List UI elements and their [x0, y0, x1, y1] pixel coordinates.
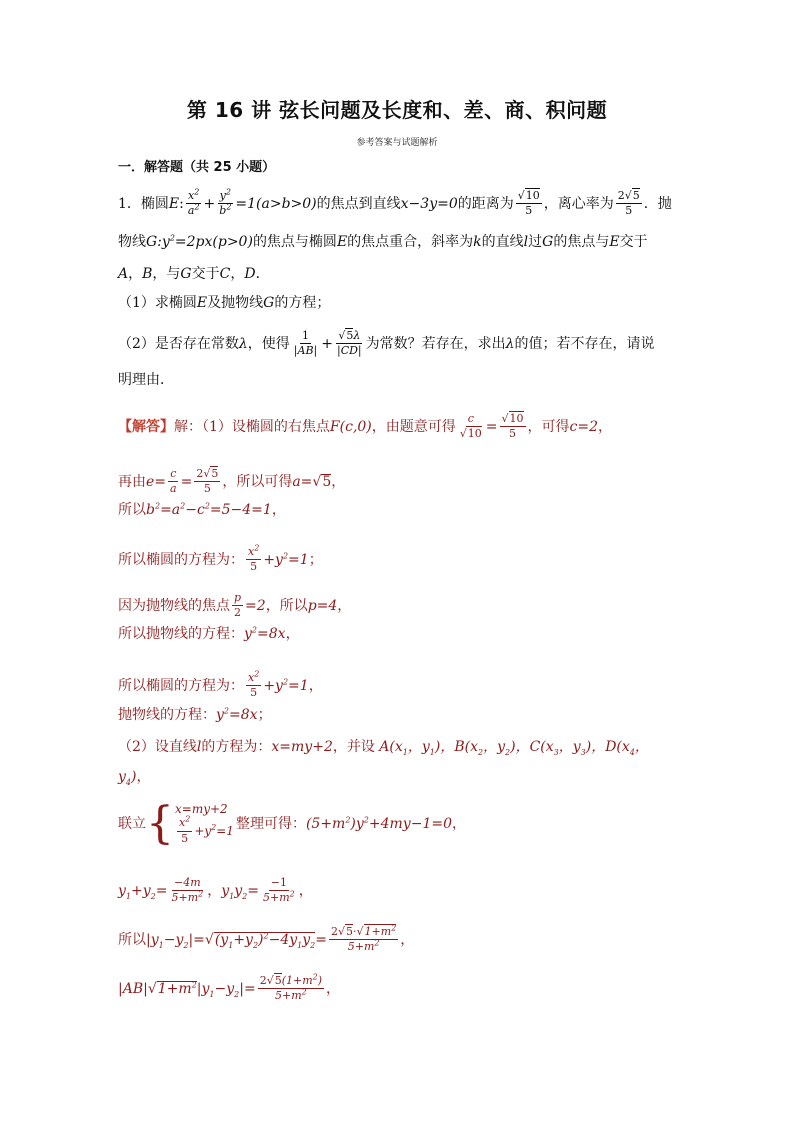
problem-part-2: （2）是否存在常数 λ ，使得 $\frac{1}{|AB|}$ + $\frac{√5\lambda}{|CD|}$ 为常数？若存在，求出 λ 的值；若不存在，请说 [118, 329, 655, 358]
solution-line-11: 联立 { x=my+2 $\frac{x^2}{5}$ $+y^2=1$ 整理可得： $(5+m^2)y^2+4my-1=0$ ， [118, 798, 466, 849]
section-header: 一．解答题（共 25 小题） [118, 160, 276, 175]
problem-line-3: A ， B ，与 G 交于 C ， D ． [118, 266, 270, 282]
solution-line-5: 因为抛物线的焦点 $\frac{p}{2}$ =2 ，所以 p=4 ， [118, 591, 352, 620]
problem-line-2: 物线 $G:y^2=2px(p>0)$ 的焦点与椭圆 E 的焦点重合，斜率为 k 的直线 l 过 G 的焦点与 E 交于 [118, 233, 648, 250]
solution-line-9: （2）设直线 l 的方程为： x=my+2 ，并设 $A(x_1$，$y_1$)，$B(x_2$，$y_2$)，$C(x_3$，$y_3$)，$D(x_4$， [118, 739, 649, 757]
solution-line-4: 所以椭圆的方程为： $\frac{x^2}{5}$ $+y^2=1$ ； [118, 543, 323, 574]
solution-line-14: |AB| √ $1+m^2$ $|y_1-y_2|=$ $\frac{2√5(1+m^2)}{5+m^2}$ ， [118, 972, 341, 1003]
solution-line-6: 所以抛物线的方程： $y^2=8x$ ， [118, 625, 300, 642]
page-title: 第 16 讲 弦长问题及长度和、差、商、积问题 [186, 98, 608, 122]
solution-line-1: 【解答】 解：（1）设椭圆的右焦点 F(c,0) ，由题意可得 $\frac{c}{√10}$ = $\frac{√10}{5}$ ，可得 c=2 ， [118, 412, 613, 441]
solution-line-10: $y_4$) ， [118, 769, 151, 787]
problem-part-2-end: 明理由． [118, 372, 174, 388]
solution-line-2: 再由 e= $\frac{c}{a}$ = $\frac{2√5}{5}$ ，所以可得 a= √ 5 ， [118, 467, 346, 496]
solution-line-13: 所以 $|y_1-y_2|=$ √ $(y_1+y_2)^2-4y_1y_2$ = $\frac{2√5\cdot√1+m^2}{5+m^2}$ ， [118, 923, 415, 954]
problem-part-1: （1）求椭圆 E 及抛物线 G 的方程； [118, 295, 331, 311]
solution-line-12: $y_1+y_2=$ $\frac{-4m}{5+m^2}$ ， $y_1y_2=$ $\frac{-1}{5+m^2}$ ， [118, 876, 313, 905]
solution-tag: 【解答】 [118, 418, 174, 435]
problem-line-1: 1． 椭圆 E : $\frac{x^2}{a^2}$ + $\frac{y^2}{b^2}$ =1(a>b>0) 的焦点到直线 x−3y=0 的距离为 $\frac{√10}{5}$ ，离心率为 $\frac{2√5}{5}$ ．抛 [118, 187, 672, 218]
page-subtitle: 参考答案与试题解析 [356, 138, 438, 148]
solution-line-7: 所以椭圆的方程为： $\frac{x^2}{5}$ $+y^2=1$ ， [118, 669, 323, 700]
solution-line-8: 抛物线的方程： $y^2=8x$ ； [118, 706, 272, 723]
solution-line-3: 所以 $b^2=a^2-c^2=5-4=1$ ， [118, 501, 286, 518]
